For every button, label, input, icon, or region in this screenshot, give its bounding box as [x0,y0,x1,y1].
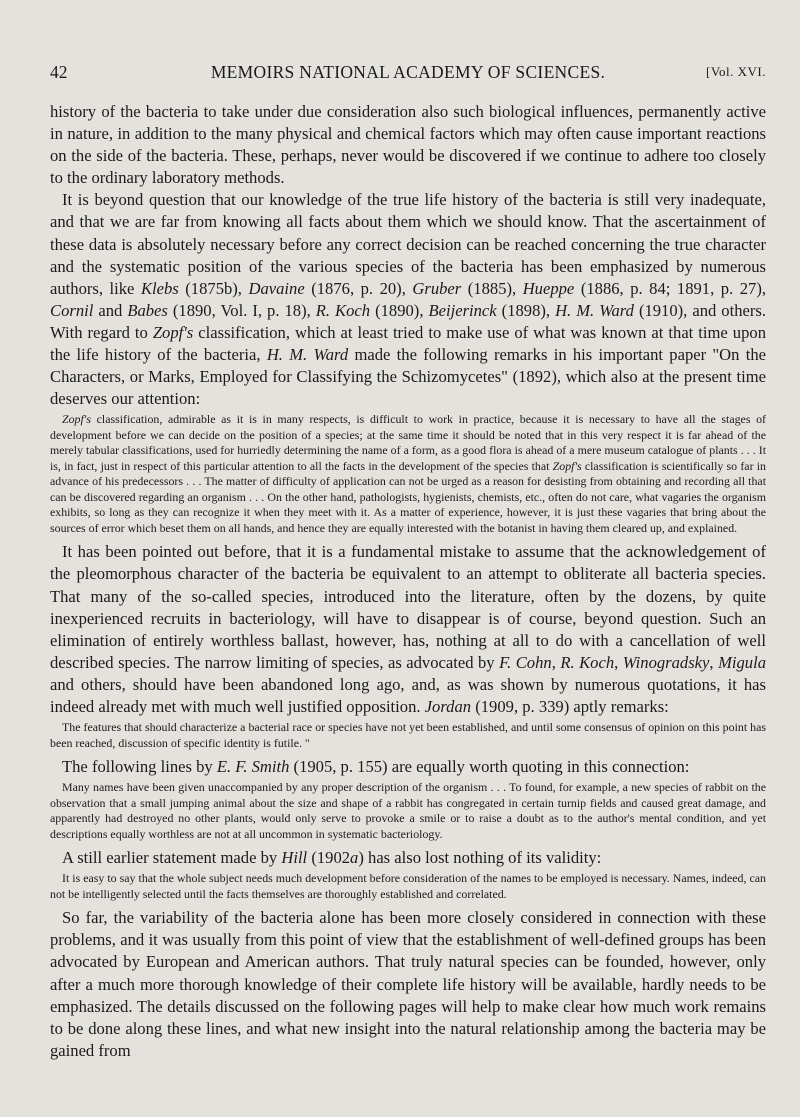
author-name: Hueppe [522,278,575,298]
author-name: F. Cohn [499,652,552,672]
citation-suffix: a [350,848,359,868]
paragraph-3: It has been pointed out before, that it is a fundamental mistake to assume that the acknowledgement of the pleomorphous character of the bacteria be equivalent to an attempt to obliterate all bacteria species. That many of the so-called species, introduced into the literature, often by the dozens, by quite inexperienced recruits in bacteriology, will have to disappear is of course, beyond question. Such an elimination of entirely worthless ballast, however, has, nothing at all to do with a cancellation of well described species. The narrow limiting of species, as advocated by F. Cohn, R. Koch, Winogradsky, Migula and others, should have been abandoned long ago, and, as was shown by numerous quotations, it has indeed already met with much well justified opposition. Jordan (1909, p. 339) aptly remarks: [50,542,766,716]
author-name: E. F. Smith [216,757,290,777]
paragraph-2: It is beyond question that our knowledge of the true life history of the bacteria is still very inadequate, and that we are far from knowing all facts about them which we should know. That the ascertainment of these data is absolutely necessary before any correct decision can be reached concerning the true character and the systematic position of the various species of the bacteria has been emphasized by numerous authors, like Klebs (1875b), Davaine (1876, p. 20), Gruber (1885), Hueppe (1886, p. 84; 1891, p. 27), Cornil and Babes (1890, Vol. I, p. 18), R. Koch (1890), Beijerinck (1898), H. M. Ward (1910), and others. With regard to Zopf's classification, which at least tried to make use of what was known at that time upon the life history of the bacteria, H. M. Ward made the following remarks in his important paper "On the Characters, or Marks, Employed for Classifying the Schizomycetes" (1892), which also at the present time deserves our attention: [50,190,767,409]
author-name: Babes [127,300,168,320]
author-name: Cornil [50,300,94,320]
author-name: Zopf's [152,322,194,342]
paragraph-6: So far, the variability of the bacteria alone has been more closely considered in connection with these problems, and it was usually from this point of view that the establishment of well-defined groups has been advocated by European and American authors. That truly natural species can be founded, however, only after a much more thorough knowledge of their complete life history will be available, hardly needs to be emphasized. The details discussed on the following pages will help to make clear how much work remains to be done along these lines, and what new insight into the natural relationship among the bacteria may be gained from [50,908,766,1060]
block-quote-4: It is easy to say that the whole subject needs much development before consideration of the names to be employed is necessary. Names, indeed, can not be intelligently selected until the facts themselves are thoroughly established and correlated. [50,871,766,901]
author-name: H. M. Ward [555,300,634,320]
author-name: Zopf's [552,458,582,473]
journal-title: MEMOIRS NATIONAL ACADEMY OF SCIENCES. [210,62,606,82]
author-name: Klebs [140,278,179,298]
author-name: Zopf's [62,412,91,427]
author-name: Gruber [412,278,462,298]
author-name: Hill [281,848,308,868]
author-name: R. Koch [315,300,371,320]
block-quote-1: Zopf's classification, admirable as it is in many respects, is difficult to work in practice, because it is necessary to have all the stages of development before we can decide on the position of a species; at the same time it should be noted that in this very respect it is far ahead of the merely tabular classifications, used for hurriedly determining the name of a form, as a good flora is ahead of a mere museum catalogue of plants . . . It is, in fact, just in respect of this particular attention to all the facts in the development of the species that Zopf's classification is scientifically so far in advance of his predecessors . . . The matter of difficulty of application can not be urged as a reason for desisting from obtaining and recording all that can be discovered regarding an organism . . . On the other hand, pathologists, hygienists, chemists, etc., often do not care, what vagaries the organism exhibits, so long as they can recognize it when they meet with it. As a matter of experience, however, it is just these vagaries that bring about the sources of error which beset them on all hands, and hence they are equally interested with the botanist in having them cleared up, and explained. [50,412,766,535]
volume-label: [Vol. XVI. [705,64,766,79]
author-name: R. Koch [560,652,615,672]
author-name: Jordan [424,696,472,716]
block-quote-2: The features that should characterize a bacterial race or species have not yet been established, and until some consensus of opinion on this point has been reached, discussion of specific identity is futile. " [50,720,766,750]
page-number: 42 [50,62,68,82]
author-name: Beijerinck [428,300,497,320]
paragraph-5: A still earlier statement made by Hill (1902a) has also lost nothing of its validity: [62,848,602,868]
running-header [50,62,766,88]
author-name: H. M. Ward [266,345,349,365]
body-text [50,101,766,1062]
block-quote-3: Many names have been given unaccompanied by any proper description of the organism . . . To found, for example, a new species of rabbit on the observation that a small jumping animal about the size and shape of a rabbit has congregated in certain turnip fields and caused great damage, and apparently had destroyed no other plants, would only serve to provoke a smile or to raise a doubt as to the author's mental condition, and yet descriptions equally worthless are not at all uncommon in systematic bacteriology. [50,780,766,841]
paragraph-1: history of the bacteria to take under due consideration also such biological influences, permanently active in nature, in addition to the many physical and chemical factors which may often cause important reactions on the side of the bacteria. These, perhaps, never would be discovered if we continue to adhere too closely to the ordinary laboratory methods. [50,102,766,188]
paragraph-4: The following lines by E. F. Smith (1905, p. 155) are equally worth quoting in this connection: [62,757,690,777]
author-name: Migula [718,652,766,672]
author-name: Winogradsky [622,652,710,672]
author-name: Davaine [248,278,305,298]
